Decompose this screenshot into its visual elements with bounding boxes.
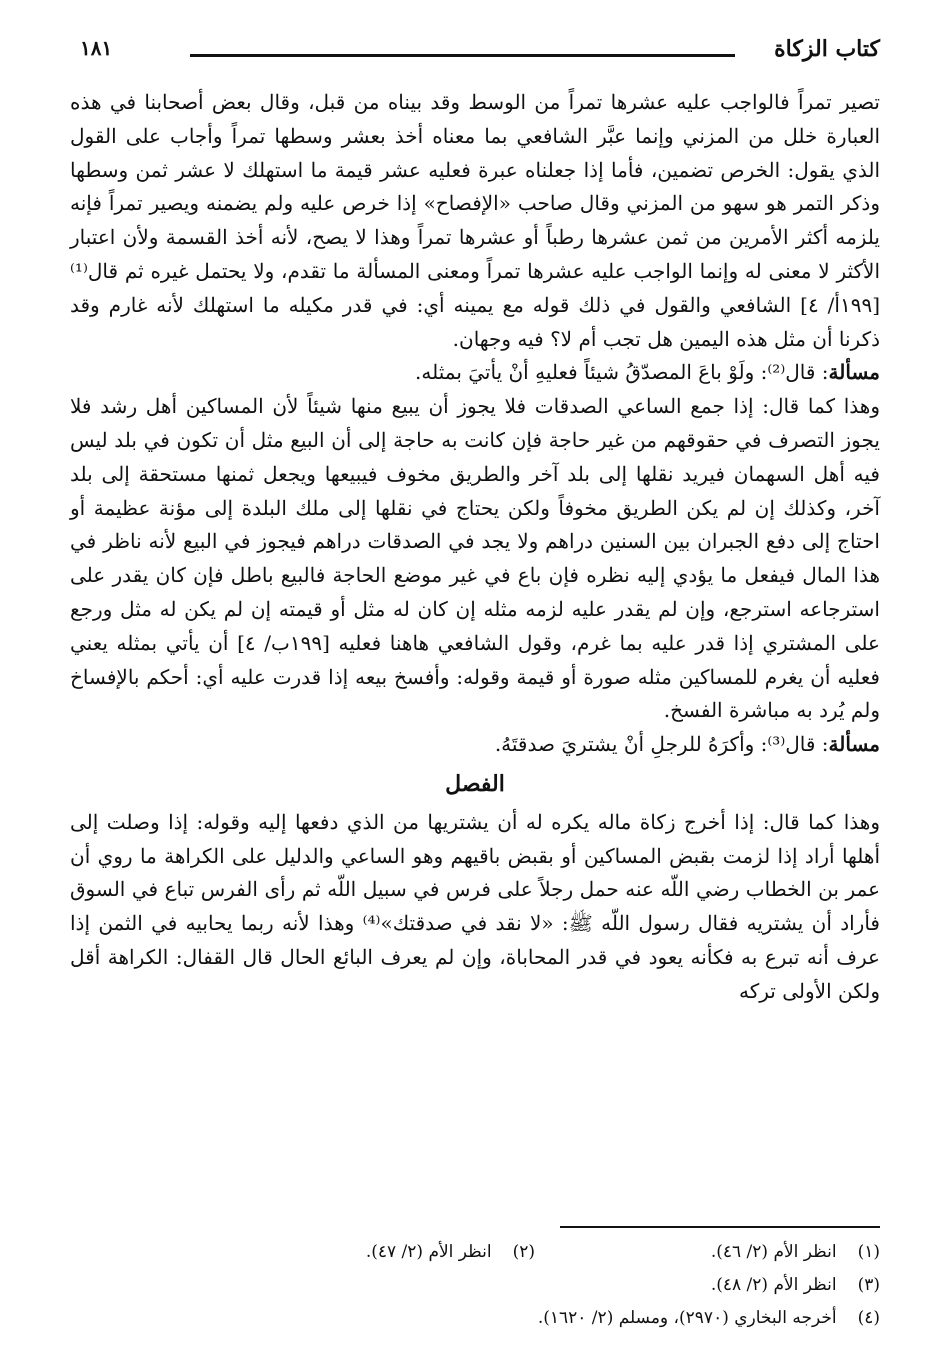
- masala-text: : قال⁽³⁾: وأكرَهُ للرجلِ أنْ يشتريَ صدقتَهُ.: [494, 732, 829, 757]
- footnote-row: [70, 1236, 880, 1269]
- footnote-text: انظر الأم (٢/ ٤٧).: [365, 1242, 492, 1262]
- footnote-number: (١): [857, 1242, 880, 1262]
- page-number: ١٨١: [80, 36, 113, 60]
- footnote-text: انظر الأم (٢/ ٤٦).: [710, 1242, 837, 1262]
- footnotes: [70, 1236, 880, 1335]
- footnote-number: (٢): [512, 1242, 535, 1262]
- paragraph-3: وهذا كما قال: إذا أخرج زكاة ماله يكره له أن يشتريها من الذي دفعها إليه وقوله: إذا وصلت إلى أهلها أراد إذا لزمت بقبض المساكين أو بقبض باقيهم وهو الساعي والدليل على الكراهة ما روي أن عمر بن الخطاب رضي اللّه عنه حمل رجلاً على فرس في سبيل اللّه ثم رأى الفرس تباع في السوق فأراد أن يشتريه فقال رسول اللّه ﷺ: «لا نقد في صدقتك»⁽⁴⁾ وهذا لأنه ربما يحابيه في الثمن إذا عرف أنه تبرع به فكأنه يعود في قدر المحاباة، وإن لم يعرف البائع الحال قال القفال: الكراهة أقل ولكن الأولى تركه: [70, 809, 881, 1003]
- footnote-text: انظر الأم (٢/ ٤٨).: [710, 1275, 837, 1295]
- section-heading: الفصل: [445, 770, 505, 797]
- page-header: [70, 32, 880, 72]
- book-title: كتاب الزكاة: [774, 36, 880, 62]
- masala-1: [70, 356, 880, 390]
- footnote-3: [70, 1269, 880, 1302]
- header-rule: [190, 54, 735, 57]
- page: [70, 24, 880, 1344]
- footnote-separator: [560, 1226, 880, 1228]
- footnote-1: [535, 1236, 880, 1269]
- paragraph-2: وهذا كما قال: إذا جمع الساعي الصدقات فلا يجوز أن يبيع منها شيئاً لأن المساكين أهل رشد فلا يجوز التصرف في حقوقهم من غير حاجة فإن كانت به حاجة إلى أن البيع مثل أن تكون في بلد ليس فيه أهل السهمان فيريد نقلها إلى بلد آخر والطريق مخوف فيبيعها ويجعل ثمنها مستحقة إلى بلد آخر، وكذلك إن لم يكن الطريق مخوفاً ولكن يحتاج في نقلها إلى ملك البلدة إلى مؤنة عظيمة أو احتاج إلى دفع الجبران بين السنين دراهم ولا يجد في الصدقات دراهم فيجوز في البيع لأنه ناظر في هذا المال فيفعل ما يؤدي إليه نظره فإن باع في غير موضع الحاجة فالبيع باطل فإن كان يقدر على استرجاعه استرجع، وإن لم يقدر عليه لزمه مثله إن كان له مثل أو قيمته إن لم يكن له مثل ورجع على المشتري إذا قدر عليه بما غرم، وقول الشافعي هاهنا فعليه [١٩٩ب/ ٤] أن يأتي بمثله يعني فعليه أن يغرم للمساكين مثله صورة أو قيمة وقوله: وأفسخ بيعه إذا قدرت عليه أي: أحكم بالإفساخ ولم يُرد به مباشرة الفسخ.: [70, 394, 880, 723]
- masala-label: مسألة: [828, 732, 880, 757]
- masala-label: مسألة: [828, 360, 880, 385]
- footnote-2: [190, 1236, 535, 1269]
- paragraph-1: تصير تمراً فالواجب عليه عشرها تمراً من الوسط وقد بيناه من قبل، وقال بعض أصحابنا في هذه العبارة خلل من المزني وإنما عبَّر الشافعي بما معناه أخذ بعشر وسطها تمراً وأجاب على القول الذي يقول: الخرص تضمين، فأما إذا جعلناه عبرة فعليه عشر قيمة ما استهلك لا عشر ثمن وسطها وذكر التمر هو سهو من المزني وقال صاحب «الإفصاح» إذا خرص عليه ولم يضمنه ويصير تمراً فإنه يلزمه أكثر الأمرين من ثمن عشرها رطباً أو عشرها تمراً وهذا لا يصح، لأنه أخذ القسمة ولأن اعتبار الأكثر لا معنى له وإنما الواجب عليه عشرها تمراً ومعنى المسألة ما تقدم، ولا يحتمل غيره ثم قال⁽¹⁾ [١٩٩أ/ ٤] الشافعي والقول في ذلك قوله مع يمينه أي: في قدر مكيله ما استهلك لأنه غارم وقد ذكرنا أن مثل هذه اليمين هل تجب أم لا؟ فيه وجهان.: [70, 90, 880, 351]
- footnote-text: أخرجه البخاري (٢٩٧٠)، ومسلم (٢/ ١٦٢٠).: [537, 1308, 837, 1328]
- footnote-4: [70, 1302, 880, 1335]
- footnote-number: (٣): [857, 1275, 880, 1295]
- masala-2: [70, 728, 880, 762]
- footnote-number: (٤): [857, 1308, 880, 1328]
- main-text: [70, 86, 880, 1009]
- masala-text: : قال⁽²⁾: ولَوْ باعَ المصدّقُ شيئاً فعليهِ أنْ يأتيَ بمثله.: [415, 360, 829, 385]
